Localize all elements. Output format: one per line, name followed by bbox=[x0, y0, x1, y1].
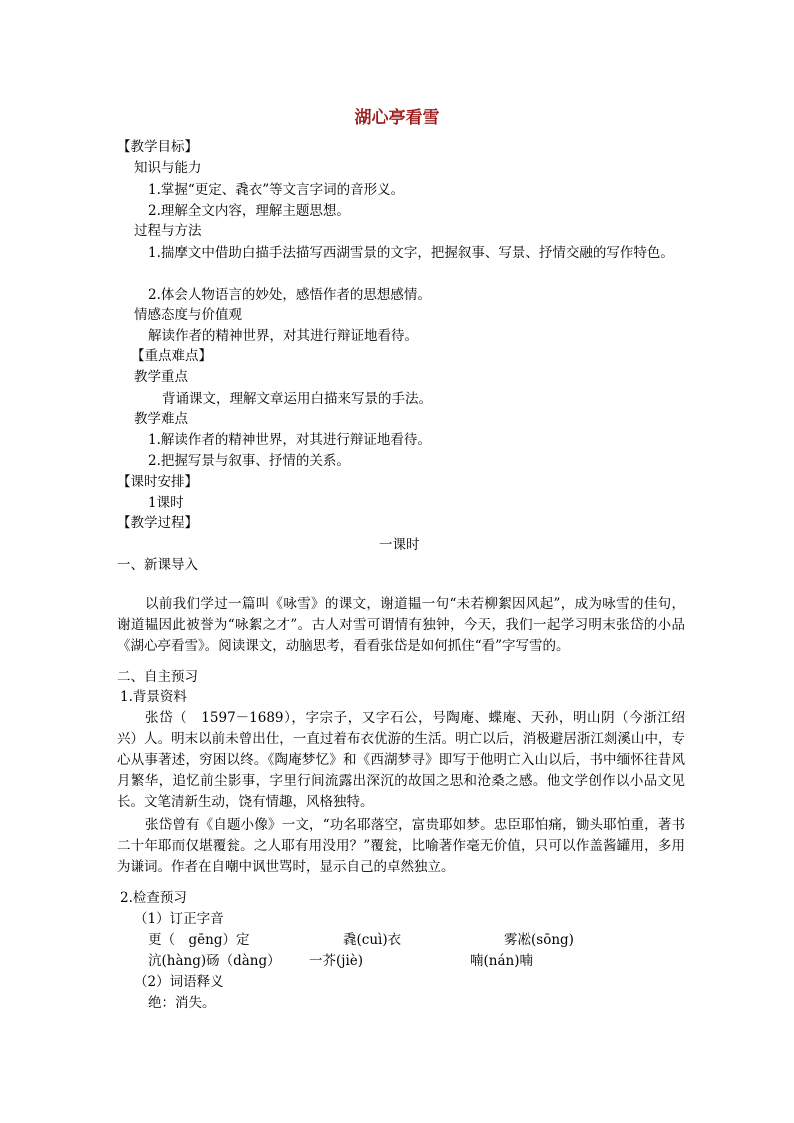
pronunciation-item-4: 沆(hàng)砀（dàng） bbox=[148, 953, 281, 969]
preview-heading: 二、自主预习 bbox=[117, 669, 198, 685]
background-heading: 1.背景资料 bbox=[120, 689, 187, 705]
pronunciation-item-2: 毳(cuì)衣 bbox=[343, 932, 402, 948]
background-paragraph-1: 张岱（ 1597－1689），字宗子，又字石公，号陶庵、蝶庵、天孙，明山阴（今浙江绍兴）人。明末以前未曾出仕，一直过着布衣优游的生活。明亡以后，消极避居浙江剡溪山中，专心从事著述，穷困以终。《陶庵梦忆》和《西湖梦寻》即写于他明亡入山以后，书中缅怀往昔风月繁华，追忆前尘影事，字里行间流露出深沉的故国之思和沧桑之感。他文学创作以小品文见长。文笔清新生动，饶有情趣，风格独特。 bbox=[117, 710, 685, 810]
emotion-item-1: 解读作者的精神世界，对其进行辩证地看待。 bbox=[148, 328, 418, 344]
schedule-heading: 【课时安排】 bbox=[117, 474, 198, 490]
focus-subheading: 教学重点 bbox=[134, 369, 188, 385]
intro-paragraph: 以前我们学过一篇叫《咏雪》的课文，谢道韫一句“未若柳絮因风起”，成为咏雪的佳句，谢道韫因此被誉为“咏絮之才”。古人对雪可谓情有独钟，今天，我们一起学习明末张岱的小品《湖心亭看雪》。阅读课文，动脑思考，看看张岱是如何抓住“看”字写雪的。 bbox=[117, 596, 685, 654]
knowledge-subheading: 知识与能力 bbox=[134, 160, 202, 176]
knowledge-item-1: 1.掌握“更定、毳衣”等文言字词的音形义。 bbox=[148, 182, 405, 198]
page-title: 湖心亭看雪 bbox=[354, 108, 440, 128]
vocabulary-heading: （2）词语释义 bbox=[134, 974, 224, 990]
process-item-1: 1.揣摩文中借助白描手法描写西湖雪景的文字，把握叙事、写景、抒情交融的写作特色。 bbox=[148, 245, 674, 261]
process-heading: 【教学过程】 bbox=[117, 515, 198, 531]
emotion-subheading: 情感态度与价值观 bbox=[134, 307, 242, 323]
pronunciation-item-1: 更（ gēng）定 bbox=[148, 932, 250, 948]
difficulty-heading: 【重点难点】 bbox=[131, 348, 212, 364]
hard-item-2: 2.把握写景与叙事、抒情的关系。 bbox=[148, 453, 350, 469]
check-heading: 2.检查预习 bbox=[120, 890, 187, 906]
vocabulary-item-1: 绝：消失。 bbox=[148, 995, 216, 1011]
pronunciation-heading: （1）订正字音 bbox=[134, 911, 224, 927]
lesson-label: 一课时 bbox=[379, 537, 420, 553]
knowledge-item-2: 2.理解全文内容，理解主题思想。 bbox=[148, 203, 350, 219]
intro-heading: 一、新课导入 bbox=[117, 557, 198, 573]
pronunciation-item-6: 喃(nán)喃 bbox=[470, 953, 533, 969]
goals-heading: 【教学目标】 bbox=[117, 139, 198, 155]
process-item-2: 2.体会人物语言的妙处，感悟作者的思想感情。 bbox=[148, 287, 431, 303]
pronunciation-item-5: 一芥(jiè) bbox=[309, 953, 364, 969]
focus-item-1: 背诵课文，理解文章运用白描来写景的手法。 bbox=[162, 391, 432, 407]
hard-subheading: 教学难点 bbox=[134, 411, 188, 427]
pronunciation-item-3: 雾凇(sōng) bbox=[504, 932, 574, 948]
schedule-value: 1课时 bbox=[148, 495, 184, 511]
process-subheading: 过程与方法 bbox=[134, 223, 202, 239]
background-paragraph-2: 张岱曾有《自题小像》一文，“功名耶落空，富贵耶如梦。忠臣耶怕痛，锄头耶怕重，著书二十年耶而仅堪覆瓮。之人耶有用没用？”覆瓮，比喻著作毫无价值，只可以作盖酱罐用，多用为谦词。作者在自嘲中讽世骂时，显示自己的卓然独立。 bbox=[117, 817, 685, 875]
hard-item-1: 1.解读作者的精神世界，对其进行辩证地看待。 bbox=[148, 432, 431, 448]
